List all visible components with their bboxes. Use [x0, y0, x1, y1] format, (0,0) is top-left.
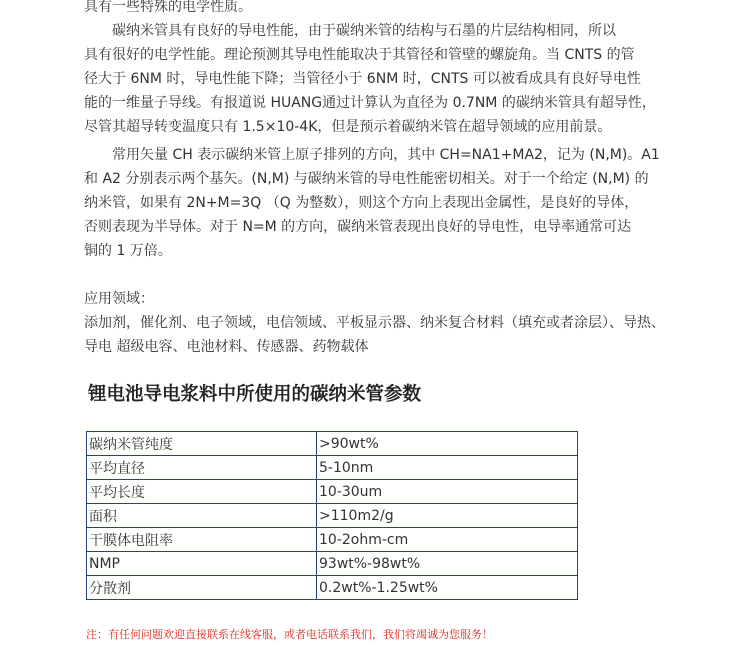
conductivity-paragraph	[84, 19, 674, 139]
text-line: 纳米管，如果有 2N+M=3Q （Q 为整数），则这个方向上表现出金属性，是良好的导体，	[84, 195, 639, 211]
parameter-value: 5-10nm	[317, 456, 578, 480]
parameter-name: 面积	[87, 504, 317, 528]
table-row	[87, 432, 578, 456]
parameter-value: 0.2wt%-1.25wt%	[317, 576, 578, 600]
parameter-value: >110m2/g	[317, 504, 578, 528]
text-line: 铜的 1 万倍。	[84, 243, 172, 259]
parameter-name: 平均长度	[87, 480, 317, 504]
text-line: 导电 超级电容、电池材料、传感器、药物载体	[84, 339, 369, 355]
text-line: 添加剂，催化剂、电子领域，电信领域、平板显示器、纳米复合材料（填充或者涂层）、导热、	[84, 315, 665, 331]
parameter-name: 干膜体电阻率	[87, 528, 317, 552]
text-line: 尽管其超导转变温度只有 1.5×10-4K，但是预示着碳纳米管在超导领域的应用前景。	[84, 119, 612, 135]
text-line: 径大于 6NM 时，导电性能下降；当管径小于 6NM 时，CNTS 可以被看成具有良好导电性	[84, 71, 641, 87]
table-row	[87, 576, 578, 600]
parameter-name: NMP	[87, 552, 317, 576]
table-row	[87, 552, 578, 576]
parameter-name: 分散剂	[87, 576, 317, 600]
parameter-name: 碳纳米管纯度	[87, 432, 317, 456]
applications-block	[84, 287, 674, 359]
contact-note: 注：有任何问题欢迎直接联系在线客服，或者电话联系我们，我们将竭诚为您服务！	[86, 628, 493, 641]
text-line: 常用矢量 CH 表示碳纳米管上原子排列的方向，其中 CH=NA1+MA2，记为 (N,M)。A1	[112, 147, 660, 163]
section-heading: 锂电池导电浆料中所使用的碳纳米管参数	[88, 384, 422, 405]
text-line: 具有一些特殊的电学性质。	[84, 0, 252, 15]
table-row	[87, 528, 578, 552]
text-line: 碳纳米管具有良好的导电性能，由于碳纳米管的结构与石墨的片层结构相同，所以	[112, 23, 616, 39]
text-line: 否则表现为半导体。对于 N=M 的方向，碳纳米管表现出良好的导电性，电导率通常可达	[84, 219, 632, 235]
intro-text	[84, 0, 674, 19]
text-line: 和 A2 分别表示两个基矢。(N,M) 与碳纳米管的导电性能密切相关。对于一个给定 (N,M) 的	[84, 171, 649, 187]
chirality-paragraph	[84, 143, 674, 263]
parameter-value: >90wt%	[317, 432, 578, 456]
table-row	[87, 456, 578, 480]
parameter-value: 93wt%-98wt%	[317, 552, 578, 576]
text-line: 具有很好的电学性能。理论预测其导电性能取决于其管径和管壁的螺旋角。当 CNTS 的管	[84, 47, 635, 63]
parameter-value: 10-2ohm-cm	[317, 528, 578, 552]
text-line: 能的一维量子导线。有报道说 HUANG通过计算认为直径为 0.7NM 的碳纳米管具有超导性，	[84, 95, 656, 111]
parameter-name: 平均直径	[87, 456, 317, 480]
parameters-table	[86, 431, 578, 600]
table-row	[87, 504, 578, 528]
table-row	[87, 480, 578, 504]
parameter-value: 10-30um	[317, 480, 578, 504]
applications-label: 应用领域：	[84, 291, 154, 307]
